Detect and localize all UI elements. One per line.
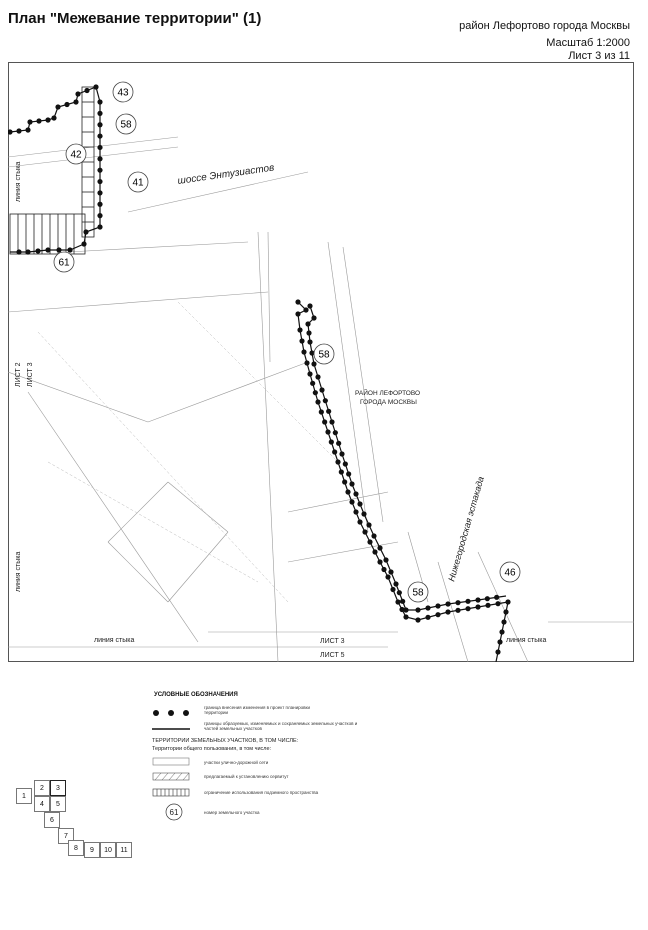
boundary-point — [97, 168, 102, 173]
boundary-point — [349, 481, 354, 486]
legend-item-project-boundary: граница внесения изменения в проект планировки территории — [204, 705, 310, 715]
parcel-number: 41 — [132, 177, 144, 189]
sheet-index-cell: 10 — [100, 842, 116, 858]
boundary-point — [357, 501, 362, 506]
boundary-point — [435, 612, 440, 617]
plan-title: План "Межевание территории" (1) — [8, 10, 262, 27]
legend-title: УСЛОВНЫЕ ОБОЗНАЧЕНИЯ — [154, 692, 238, 698]
boundary-point — [306, 330, 311, 335]
boundary-point — [97, 145, 102, 150]
parcel-number: 43 — [117, 87, 129, 99]
seam-label-top-left: линия стыка — [15, 161, 22, 202]
parcel-number-marker — [116, 114, 136, 134]
sheet-label-3-bottom: ЛИСТ 3 — [320, 638, 345, 645]
boundary-point — [305, 321, 310, 326]
boundary-point — [372, 549, 377, 554]
boundary-point — [329, 439, 334, 444]
boundary-point — [400, 599, 405, 604]
boundary-point — [494, 595, 499, 600]
district-label-line-1: РАЙОН ЛЕФОРТОВО — [355, 390, 421, 397]
boundary-point — [93, 84, 98, 89]
boundary-point — [475, 597, 480, 602]
boundary-point — [425, 605, 430, 610]
boundary-point — [97, 99, 102, 104]
boundary-point — [332, 449, 337, 454]
parcel-number-marker — [113, 82, 133, 102]
boundary-point — [25, 249, 30, 254]
boundary-point — [377, 545, 382, 550]
boundary-point — [349, 499, 354, 504]
boundary-point — [315, 399, 320, 404]
seam-label-left: линия стыка — [15, 551, 22, 592]
sheet-label-5: ЛИСТ 5 — [320, 652, 345, 659]
boundary-point — [325, 429, 330, 434]
scale-label: Масштаб 1:2000 — [546, 37, 630, 49]
sheet-index-cell: 2 — [34, 780, 50, 796]
boundary-point — [64, 102, 69, 107]
boundary-point — [311, 315, 316, 320]
boundary-point — [97, 122, 102, 127]
boundary-point — [342, 479, 347, 484]
boundary-point — [499, 629, 504, 634]
boundary-point — [83, 229, 88, 234]
boundary-point — [353, 491, 358, 496]
boundary-point — [36, 118, 41, 123]
boundary-point — [56, 247, 61, 252]
legend-sample-number: 61 — [169, 808, 179, 817]
sheet-index-cell: 11 — [116, 842, 132, 858]
legend-item-parcel-boundaries: границы образуемых, изменяемых и сохраняемых земельных участков и частей земельных участков — [204, 721, 358, 731]
boundary-point — [335, 459, 340, 464]
parcel-number-marker — [500, 562, 520, 582]
boundary-point — [322, 419, 327, 424]
legend-item-servitude: предлагаемый к установлению сервитут — [204, 774, 289, 779]
sheet-index-diagram — [16, 780, 136, 860]
boundary-point — [25, 127, 30, 132]
boundary-point — [425, 615, 430, 620]
boundary-point — [67, 247, 72, 252]
boundary-point — [339, 451, 344, 456]
street-label: шоссе Энтузиастов — [176, 162, 275, 187]
boundary-point — [97, 202, 102, 207]
boundary-point — [97, 224, 102, 229]
boundary-point — [345, 489, 350, 494]
boundary-point — [311, 361, 316, 366]
boundary-point — [97, 190, 102, 195]
boundary-point — [353, 509, 358, 514]
seam-label-bottom: линия стыка — [94, 637, 135, 644]
boundary-point — [35, 248, 40, 253]
boundary-point — [381, 567, 386, 572]
boundary-point — [97, 213, 102, 218]
sheet-index-cell: 5 — [50, 796, 66, 812]
parcel-number: 46 — [504, 567, 516, 579]
boundary-point — [403, 607, 408, 612]
boundary-point — [329, 419, 334, 424]
sheet-label-3-left: ЛИСТ 3 — [27, 362, 34, 387]
sheet-index-cell: 4 — [34, 796, 50, 812]
parcel-number: 42 — [70, 149, 82, 161]
boundary-point — [301, 349, 306, 354]
boundary-point — [55, 104, 60, 109]
boundary-point — [485, 596, 490, 601]
boundary-point — [297, 327, 302, 332]
boundary-point — [390, 587, 395, 592]
boundary-point — [333, 430, 338, 435]
boundary-point — [339, 469, 344, 474]
boundary-point — [16, 128, 21, 133]
sheet-label-2: ЛИСТ 2 — [15, 362, 22, 387]
boundary-point — [304, 360, 309, 365]
boundary-point — [16, 249, 21, 254]
legend-heading-territories: ТЕРРИТОРИИ ЗЕМЕЛЬНЫХ УЧАСТКОВ, В ТОМ ЧИСЛЕ: — [152, 738, 299, 744]
sheet-index-cell: 6 — [44, 812, 60, 828]
boundary-point — [97, 111, 102, 116]
boundary-point — [475, 604, 480, 609]
boundary-point — [313, 390, 318, 395]
boundary-point — [299, 338, 304, 343]
boundary-point — [307, 303, 312, 308]
boundary-point — [81, 241, 86, 246]
boundary-point — [501, 619, 506, 624]
boundary-point — [75, 91, 80, 96]
sheet-index-cell: 8 — [68, 840, 84, 856]
boundary-point — [362, 529, 367, 534]
boundary-point — [503, 609, 508, 614]
boundary-point — [383, 557, 388, 562]
boundary-point — [367, 539, 372, 544]
boundary-point — [485, 603, 490, 608]
boundary-point — [505, 599, 510, 604]
district-label-line-2: ГОРОДА МОСКВЫ — [360, 399, 417, 406]
boundary-point — [73, 99, 78, 104]
boundary-point — [445, 609, 450, 614]
boundary-point — [465, 606, 470, 611]
boundary-point — [346, 471, 351, 476]
sheet-index-cell: 1 — [16, 788, 32, 804]
boundary-point — [445, 601, 450, 606]
boundary-point — [45, 117, 50, 122]
boundary-point — [388, 569, 393, 574]
boundary-point — [395, 599, 400, 604]
parcel-number: 61 — [58, 257, 70, 269]
boundary-point — [319, 409, 324, 414]
boundary-point — [51, 115, 56, 120]
sheet-index-cell-current: 3 — [50, 780, 66, 796]
legend-symbols — [152, 708, 192, 838]
legend-item-underground: ограничение использования подземного пространства — [204, 790, 319, 795]
legend-item-road-network: участки улично-дорожной сети — [204, 760, 269, 765]
boundary-point — [336, 441, 341, 446]
boundary-point — [403, 614, 408, 619]
boundary-point — [307, 371, 312, 376]
boundary-point — [97, 133, 102, 138]
boundary-point — [97, 156, 102, 161]
boundary-point — [319, 387, 324, 392]
boundary-point — [361, 511, 366, 516]
boundary-point — [495, 601, 500, 606]
boundary-point — [310, 381, 315, 386]
parcel-number: 58 — [412, 587, 424, 599]
parcel-number-marker — [128, 172, 148, 192]
sheet-number: Лист 3 из 11 — [568, 50, 630, 62]
boundary-point — [435, 603, 440, 608]
boundary-point — [455, 600, 460, 605]
boundary-point — [97, 179, 102, 184]
boundary-point — [84, 88, 89, 93]
seam-label-bottom-right: линия стыка — [506, 637, 547, 644]
boundary-point — [303, 307, 308, 312]
map-frame — [8, 62, 634, 662]
parcel-number: 58 — [318, 349, 330, 361]
district-name: район Лефортово города Москвы — [459, 20, 630, 32]
boundary-point — [371, 533, 376, 538]
legend-item-parcel-number: номер земельного участка — [204, 810, 260, 815]
boundary-point — [455, 608, 460, 613]
boundary-point — [307, 339, 312, 344]
boundary-point — [27, 119, 32, 124]
boundary-point — [295, 311, 300, 316]
parcel-number: 58 — [120, 119, 132, 131]
boundary-point — [45, 247, 50, 252]
parcel-number-marker — [66, 144, 86, 164]
boundary-point — [366, 522, 371, 527]
boundary-point — [397, 590, 402, 595]
parcel-number-marker — [314, 344, 334, 364]
boundary-point — [385, 574, 390, 579]
boundary-point — [465, 599, 470, 604]
parcel-number-marker — [54, 252, 74, 272]
sheet-index-cell: 7 — [58, 828, 74, 844]
boundary-point — [497, 639, 502, 644]
boundary-point — [415, 607, 420, 612]
sheet-index-cell: 9 — [84, 842, 100, 858]
boundary-point — [343, 461, 348, 466]
boundary-point — [315, 374, 320, 379]
boundary-point — [295, 299, 300, 304]
boundary-point — [326, 409, 331, 414]
overpass-label: Нижегородская эстакада — [446, 475, 486, 583]
boundary-point — [393, 581, 398, 586]
boundary-point — [495, 649, 500, 654]
legend-heading-public: Территории общего пользования, в том числе: — [152, 746, 272, 752]
boundary-point — [377, 559, 382, 564]
boundary-point — [357, 519, 362, 524]
boundary-point — [323, 398, 328, 403]
parcel-number-marker — [408, 582, 428, 602]
boundary-point — [415, 617, 420, 622]
